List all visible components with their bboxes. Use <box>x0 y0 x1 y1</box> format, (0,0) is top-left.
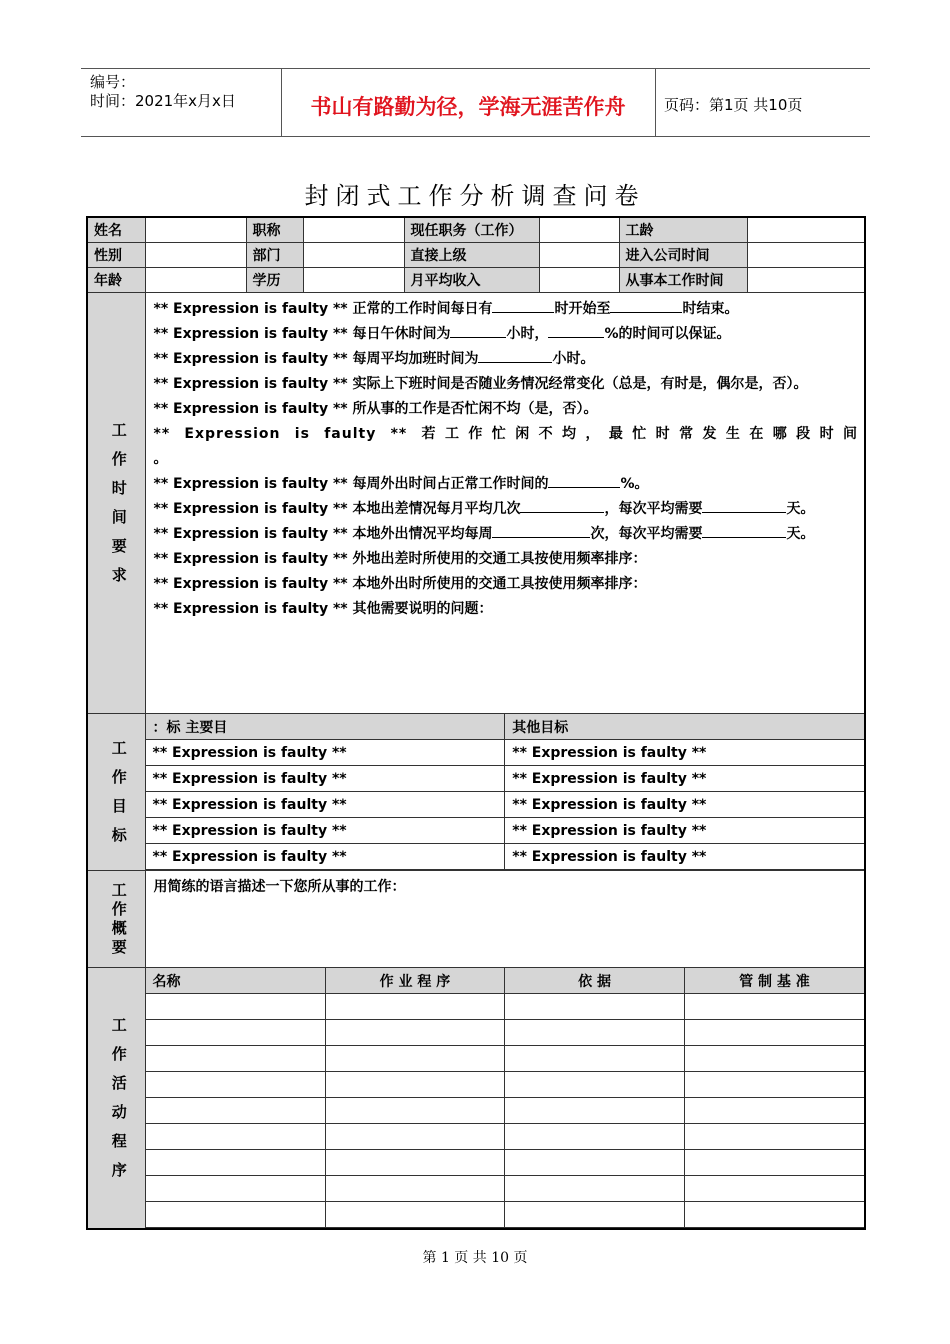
activity-cell[interactable] <box>684 1202 864 1228</box>
activity-row <box>146 1098 865 1124</box>
question-text: ** Expression is faulty ** 每日午休时间为 <box>153 326 451 342</box>
goal-cell[interactable]: ** Expression is faulty ** <box>505 740 864 766</box>
section-label-char: 要 <box>111 938 127 956</box>
time-section-label <box>87 293 145 714</box>
section-label-char: 作 <box>111 768 127 786</box>
page-title: 封闭式工作分析调查问卷 <box>304 182 646 210</box>
goal-cell[interactable]: ** Expression is faulty ** <box>146 818 505 844</box>
goal-row <box>146 792 865 818</box>
section-label-char: 活 <box>111 1074 127 1092</box>
info-label: 进入公司时间 <box>619 243 747 268</box>
info-label: 直接上级 <box>404 243 539 268</box>
activity-cell[interactable] <box>146 1046 326 1072</box>
activity-cell[interactable] <box>684 1020 864 1046</box>
question-text: 天。 <box>786 526 815 542</box>
goal-table <box>146 714 865 870</box>
section-label-char: 时 <box>111 479 127 497</box>
goal-cell[interactable]: ** Expression is faulty ** <box>146 740 505 766</box>
goal-cell[interactable]: ** Expression is faulty ** <box>146 844 505 870</box>
time-question <box>154 372 859 397</box>
time-question <box>154 522 859 547</box>
activity-cell[interactable] <box>325 1124 505 1150</box>
main-goal-header: ：标 主要目 <box>146 714 505 740</box>
activity-cell[interactable] <box>146 1202 326 1228</box>
activity-row <box>146 1150 865 1176</box>
activity-header: 作 业 程 序 <box>325 968 505 994</box>
question-text: ** Expression is faulty ** 本地外出情况平均每周 <box>153 526 493 542</box>
document-number-label: 编号： <box>90 73 136 91</box>
goal-cell[interactable]: ** Expression is faulty ** <box>505 766 864 792</box>
question-text: 天。 <box>786 501 815 517</box>
info-value-field[interactable] <box>145 268 246 293</box>
question-text: ** Expression is faulty ** 实际上下班时间是否随业务情况经常变化（总是，有时是，偶尔是，否）。 <box>153 376 808 392</box>
activity-cell[interactable] <box>146 1072 326 1098</box>
activity-header: 名称 <box>146 968 326 994</box>
question-text: ** Expression is faulty ** 本地出差情况每月平均几次 <box>153 501 521 517</box>
info-label: 月平均收入 <box>404 268 539 293</box>
activity-row <box>146 1124 865 1150</box>
time-question <box>154 597 859 622</box>
info-value-field[interactable] <box>145 217 246 243</box>
activity-cell[interactable] <box>146 1020 326 1046</box>
info-value-field[interactable] <box>747 217 865 243</box>
activity-cell[interactable] <box>325 1098 505 1124</box>
activity-cell[interactable] <box>325 1202 505 1228</box>
answer-blank[interactable] <box>610 298 682 313</box>
header-divider-right <box>655 68 656 136</box>
info-label: 年龄 <box>87 268 145 293</box>
time-question <box>154 297 859 322</box>
section-label-char: 概 <box>111 919 127 937</box>
info-value-field[interactable] <box>539 268 619 293</box>
info-label: 学历 <box>246 268 303 293</box>
info-label: 姓名 <box>87 217 145 243</box>
activity-cell[interactable] <box>684 1124 864 1150</box>
time-question <box>154 572 859 597</box>
answer-blank[interactable] <box>478 348 552 363</box>
activity-cell[interactable] <box>146 1098 326 1124</box>
goal-cell[interactable]: ** Expression is faulty ** <box>146 792 505 818</box>
answer-blank[interactable] <box>548 473 620 488</box>
info-label: 工龄 <box>619 217 747 243</box>
activity-cell[interactable] <box>684 1150 864 1176</box>
question-text: ，每次平均需要 <box>604 501 703 517</box>
activity-cell[interactable] <box>684 1072 864 1098</box>
activity-cell[interactable] <box>146 994 326 1020</box>
section-label-char: 要 <box>111 537 127 555</box>
activity-row <box>146 1176 865 1202</box>
activity-cell[interactable] <box>684 1176 864 1202</box>
activity-cell[interactable] <box>505 1046 685 1072</box>
activity-cell[interactable] <box>325 1020 505 1046</box>
question-text: 。 <box>153 451 168 467</box>
answer-blank[interactable] <box>702 498 786 513</box>
goal-row <box>146 740 865 766</box>
goal-header-row <box>146 714 865 740</box>
goal-row <box>146 766 865 792</box>
page-footer: 第 1 页 共 10 页 <box>422 1250 528 1266</box>
info-label: 从事本工作时间 <box>619 268 747 293</box>
overview-section-label <box>87 871 145 968</box>
activity-row <box>146 1020 865 1046</box>
section-label-char: 工 <box>111 881 127 899</box>
section-label-char: 动 <box>111 1103 127 1121</box>
time-question <box>154 547 859 572</box>
activity-table-cell <box>145 968 865 1230</box>
activity-cell[interactable] <box>505 1098 685 1124</box>
section-label-char: 作 <box>111 450 127 468</box>
info-label: 性别 <box>87 243 145 268</box>
section-label-char: 工 <box>111 421 127 439</box>
time-question <box>154 422 859 447</box>
goal-cell[interactable]: ** Expression is faulty ** <box>505 844 864 870</box>
info-value-field[interactable] <box>303 217 404 243</box>
question-text: ** Expression is faulty ** 外地出差时所使用的交通工具按使用频率排序： <box>153 551 647 567</box>
questionnaire-table <box>86 216 866 1230</box>
goal-row <box>146 818 865 844</box>
question-text: ** Expression is faulty ** 其他需要说明的问题： <box>153 601 493 617</box>
section-label-char: 间 <box>111 508 127 526</box>
section-label-char: 程 <box>111 1132 127 1150</box>
section-label-char: 目 <box>111 797 127 815</box>
activity-cell[interactable] <box>146 1150 326 1176</box>
section-label-char: 工 <box>111 739 127 757</box>
header-top-rule <box>81 68 870 69</box>
question-text: ** Expression is faulty ** 每周外出时间占正常工作时间的 <box>153 476 549 492</box>
overview-prompt-cell[interactable] <box>145 871 865 968</box>
info-value-field[interactable] <box>303 243 404 268</box>
time-question <box>154 322 859 347</box>
goal-row <box>146 844 865 870</box>
time-question <box>154 497 859 522</box>
question-text: ** Expression is faulty ** 正常的工作时间每日有 <box>153 301 493 317</box>
section-label-char: 标 <box>111 826 127 844</box>
activity-section-label <box>87 968 145 1230</box>
info-value-field[interactable] <box>747 268 865 293</box>
time-question <box>154 397 859 422</box>
activity-row <box>146 1046 865 1072</box>
activity-cell[interactable] <box>146 1124 326 1150</box>
goal-cell[interactable]: ** Expression is faulty ** <box>146 766 505 792</box>
answer-blank[interactable] <box>548 323 604 338</box>
info-value-field[interactable] <box>539 217 619 243</box>
activity-cell[interactable] <box>325 1150 505 1176</box>
question-text: 小时。 <box>552 351 595 367</box>
page-info: 页码：第1页 共10页 <box>664 96 803 114</box>
activity-cell[interactable] <box>505 1020 685 1046</box>
activity-cell[interactable] <box>325 994 505 1020</box>
info-row <box>87 243 865 268</box>
activity-cell[interactable] <box>505 1150 685 1176</box>
question-text: 时结束。 <box>682 301 739 317</box>
question-text: 次，每次平均需要 <box>590 526 703 542</box>
activity-row <box>146 1072 865 1098</box>
section-label-char: 求 <box>111 566 127 584</box>
question-text: 时开始至 <box>554 301 611 317</box>
info-label: 现任职务（工作） <box>404 217 539 243</box>
header-bottom-rule <box>81 136 870 137</box>
info-value-field[interactable] <box>747 243 865 268</box>
info-row <box>87 268 865 293</box>
section-label-char: 工 <box>111 1016 127 1034</box>
activity-cell[interactable] <box>146 1176 326 1202</box>
time-question <box>154 347 859 372</box>
activity-cell[interactable] <box>505 1072 685 1098</box>
question-text: %。 <box>620 476 649 492</box>
question-text: 小时， <box>506 326 549 342</box>
activity-header: 依 据 <box>505 968 685 994</box>
answer-blank[interactable] <box>520 498 604 513</box>
goal-cell[interactable]: ** Expression is faulty ** <box>505 818 864 844</box>
activity-cell[interactable] <box>505 1202 685 1228</box>
info-row <box>87 217 865 243</box>
section-label-char: 作 <box>111 1045 127 1063</box>
activity-cell[interactable] <box>684 1098 864 1124</box>
info-value-field[interactable] <box>145 243 246 268</box>
document-date-label: 时间：2021年x月x日 <box>90 92 236 110</box>
question-text: ** Expression is faulty ** 本地外出时所使用的交通工具按使用频率排序： <box>153 576 647 592</box>
other-goal-header: 其他目标 <box>505 714 864 740</box>
answer-blank[interactable] <box>450 323 506 338</box>
activity-table <box>146 968 865 1228</box>
question-text: ** Expression is faulty ** 每周平均加班时间为 <box>153 351 479 367</box>
question-text: ** Expression is faulty ** 所从事的工作是否忙闲不均（是，否）。 <box>153 401 598 417</box>
activity-cell[interactable] <box>505 1124 685 1150</box>
goal-table-cell <box>145 714 865 871</box>
activity-cell[interactable] <box>325 1176 505 1202</box>
time-questions <box>145 293 865 714</box>
overview-prompt: 用简练的语言描述一下您所从事的工作： <box>153 879 406 895</box>
activity-header: 管 制 基 准 <box>684 968 864 994</box>
goal-cell[interactable]: ** Expression is faulty ** <box>505 792 864 818</box>
time-question <box>154 472 859 497</box>
section-label-char: 作 <box>111 900 127 918</box>
activity-row <box>146 1202 865 1228</box>
activity-cell[interactable] <box>684 1046 864 1072</box>
activity-cell[interactable] <box>325 1046 505 1072</box>
answer-blank[interactable] <box>492 523 590 538</box>
goal-section-label <box>87 714 145 871</box>
time-question <box>154 447 859 472</box>
info-label: 职称 <box>246 217 303 243</box>
section-label-char: 序 <box>111 1161 127 1179</box>
info-label: 部门 <box>246 243 303 268</box>
activity-cell[interactable] <box>684 994 864 1020</box>
header-motto: 书山有路勤为径，学海无涯苦作舟 <box>310 94 626 119</box>
activity-cell[interactable] <box>505 1176 685 1202</box>
question-text: ** Expression is faulty ** 若工作忙闲不均，最忙时常发生在哪段时间 <box>153 426 858 442</box>
question-text: %的时间可以保证。 <box>604 326 731 342</box>
answer-blank[interactable] <box>492 298 554 313</box>
info-value-field[interactable] <box>303 268 404 293</box>
activity-row <box>146 994 865 1020</box>
info-value-field[interactable] <box>539 243 619 268</box>
activity-cell[interactable] <box>325 1072 505 1098</box>
answer-blank[interactable] <box>702 523 786 538</box>
activity-cell[interactable] <box>505 994 685 1020</box>
activity-header-row <box>146 968 865 994</box>
